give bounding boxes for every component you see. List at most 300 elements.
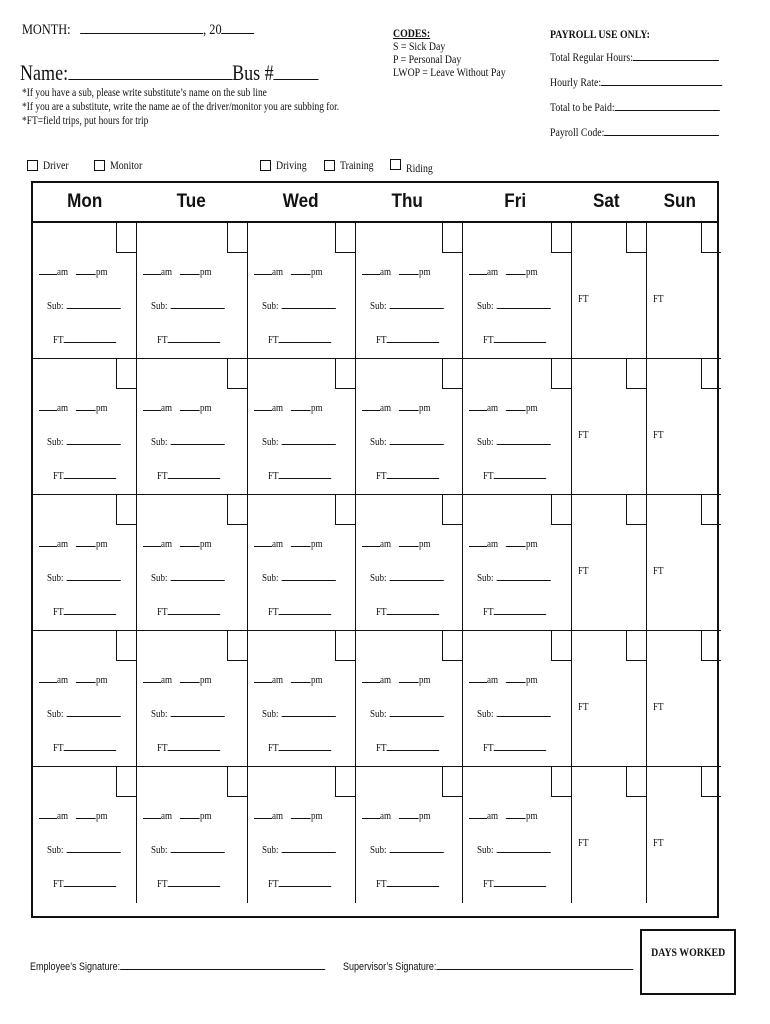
day-checkbox[interactable] bbox=[227, 767, 247, 797]
ft-field[interactable] bbox=[168, 741, 220, 751]
checkbox-monitor[interactable] bbox=[94, 158, 149, 173]
sub-field[interactable] bbox=[67, 843, 121, 853]
pm-field[interactable] bbox=[506, 265, 526, 275]
pm-label: pm bbox=[95, 538, 108, 550]
am-label: am bbox=[272, 674, 284, 686]
day-checkbox[interactable] bbox=[551, 767, 571, 797]
pm-label: pm bbox=[310, 266, 323, 278]
sub-field[interactable] bbox=[282, 843, 336, 853]
ft-line bbox=[268, 741, 331, 754]
day-checkbox[interactable] bbox=[116, 495, 136, 525]
am-label: am bbox=[487, 266, 499, 278]
pm-field[interactable] bbox=[180, 401, 200, 411]
day-checkbox[interactable] bbox=[227, 631, 247, 661]
day-checkbox[interactable] bbox=[626, 359, 646, 389]
hours-line bbox=[143, 673, 211, 686]
am-label: am bbox=[272, 538, 284, 550]
ft-field[interactable] bbox=[387, 469, 439, 479]
ft-field[interactable] bbox=[494, 605, 546, 615]
hourly-rate-field[interactable] bbox=[601, 74, 722, 86]
ft-line bbox=[157, 605, 220, 618]
day-checkbox[interactable] bbox=[227, 495, 247, 525]
ft-line bbox=[653, 701, 667, 713]
ft-line bbox=[483, 741, 546, 754]
pm-field[interactable] bbox=[76, 401, 96, 411]
am-field[interactable] bbox=[254, 401, 272, 411]
pm-label: pm bbox=[199, 266, 212, 278]
day-checkbox[interactable] bbox=[335, 631, 355, 661]
payroll-title: PAYROLL USE ONLY: bbox=[550, 27, 650, 41]
sub-label: Sub: bbox=[151, 300, 168, 312]
am-field[interactable] bbox=[39, 809, 57, 819]
ft-line bbox=[483, 877, 546, 890]
pm-label: pm bbox=[310, 674, 323, 686]
sub-line bbox=[370, 707, 444, 720]
am-field[interactable] bbox=[254, 809, 272, 819]
sub-field[interactable] bbox=[67, 571, 121, 581]
day-cell bbox=[137, 495, 248, 631]
sub-field[interactable] bbox=[171, 299, 225, 309]
day-checkbox[interactable] bbox=[626, 495, 646, 525]
pm-field[interactable] bbox=[506, 673, 526, 683]
pm-field[interactable] bbox=[291, 537, 311, 547]
pm-field[interactable] bbox=[76, 673, 96, 683]
ft-line bbox=[157, 469, 220, 482]
pm-field[interactable] bbox=[399, 809, 419, 819]
pm-field[interactable] bbox=[180, 809, 200, 819]
ft-field[interactable] bbox=[279, 605, 331, 615]
day-cell bbox=[356, 631, 463, 767]
day-header-sun: Sun bbox=[664, 191, 697, 212]
ft-field[interactable] bbox=[494, 333, 546, 343]
ft-label: FT bbox=[653, 565, 664, 577]
day-checkbox[interactable] bbox=[335, 767, 355, 797]
ft-field[interactable] bbox=[64, 605, 116, 615]
sub-field[interactable] bbox=[67, 707, 121, 717]
am-field[interactable] bbox=[362, 537, 380, 547]
day-checkbox[interactable] bbox=[442, 767, 462, 797]
sub-label: Sub: bbox=[47, 300, 64, 312]
payroll-code: Payroll Code: bbox=[550, 120, 722, 145]
ft-field[interactable] bbox=[168, 605, 220, 615]
day-cell bbox=[33, 359, 137, 495]
sub-field[interactable] bbox=[171, 843, 225, 853]
day-checkbox[interactable] bbox=[227, 359, 247, 389]
day-checkbox[interactable] bbox=[227, 223, 247, 253]
pm-field[interactable] bbox=[506, 537, 526, 547]
pm-field[interactable] bbox=[291, 809, 311, 819]
ft-field[interactable] bbox=[387, 333, 439, 343]
day-checkbox[interactable] bbox=[551, 359, 571, 389]
ft-line bbox=[376, 469, 439, 482]
sub-label: Sub: bbox=[370, 572, 387, 584]
checkbox-riding[interactable] bbox=[390, 153, 439, 176]
ft-label: FT bbox=[483, 878, 494, 890]
am-field[interactable] bbox=[362, 673, 380, 683]
ft-field[interactable] bbox=[494, 469, 546, 479]
ft-label: FT bbox=[268, 470, 279, 482]
sub-line bbox=[47, 299, 121, 312]
day-checkbox[interactable] bbox=[551, 631, 571, 661]
pm-field[interactable] bbox=[399, 537, 419, 547]
employee-signature-field[interactable] bbox=[120, 958, 325, 970]
sub-label: Sub: bbox=[151, 708, 168, 720]
ft-field[interactable] bbox=[279, 469, 331, 479]
checkbox-training-label: Training bbox=[340, 158, 374, 172]
day-cell bbox=[647, 767, 721, 903]
sub-label: Sub: bbox=[262, 300, 279, 312]
am-field[interactable] bbox=[469, 265, 487, 275]
pm-field[interactable] bbox=[76, 809, 96, 819]
ft-line bbox=[53, 333, 116, 346]
day-checkbox[interactable] bbox=[116, 767, 136, 797]
ft-line bbox=[268, 469, 331, 482]
pm-label: pm bbox=[199, 402, 212, 414]
hours-line bbox=[143, 265, 211, 278]
day-cell bbox=[647, 359, 721, 495]
pm-label: pm bbox=[525, 810, 538, 822]
ft-field[interactable] bbox=[494, 877, 546, 887]
supervisor-signature-label: Supervisor’s Signature: bbox=[343, 961, 437, 973]
sub-label: Sub: bbox=[151, 844, 168, 856]
pm-field[interactable] bbox=[291, 673, 311, 683]
day-cell bbox=[356, 223, 463, 359]
hours-line bbox=[469, 265, 537, 278]
am-label: am bbox=[161, 538, 173, 550]
am-field[interactable] bbox=[39, 265, 57, 275]
checkbox-riding-label: Riding bbox=[406, 161, 433, 175]
sub-label: Sub: bbox=[477, 572, 494, 584]
ft-field[interactable] bbox=[494, 741, 546, 751]
day-checkbox[interactable] bbox=[701, 223, 721, 253]
sub-field[interactable] bbox=[171, 571, 225, 581]
instructions bbox=[22, 86, 409, 128]
pm-label: pm bbox=[525, 538, 538, 550]
am-field[interactable] bbox=[469, 809, 487, 819]
codes-legend bbox=[393, 27, 530, 79]
ft-field[interactable] bbox=[168, 877, 220, 887]
sub-field[interactable] bbox=[390, 843, 444, 853]
sub-field[interactable] bbox=[282, 707, 336, 717]
ft-field[interactable] bbox=[64, 741, 116, 751]
supervisor-signature-field[interactable] bbox=[436, 958, 633, 970]
ft-line bbox=[376, 877, 439, 890]
day-cell bbox=[137, 631, 248, 767]
sub-field[interactable] bbox=[390, 299, 444, 309]
day-checkbox[interactable] bbox=[335, 495, 355, 525]
am-field[interactable] bbox=[469, 537, 487, 547]
sub-label: Sub: bbox=[47, 436, 64, 448]
am-field[interactable] bbox=[39, 401, 57, 411]
hours-line bbox=[362, 265, 430, 278]
day-checkbox[interactable] bbox=[551, 495, 571, 525]
sub-field[interactable] bbox=[497, 571, 551, 581]
sub-line bbox=[262, 299, 336, 312]
am-field[interactable] bbox=[143, 809, 161, 819]
ft-label: FT bbox=[157, 742, 168, 754]
sub-field[interactable] bbox=[390, 435, 444, 445]
sub-line bbox=[47, 843, 121, 856]
am-field[interactable] bbox=[254, 673, 272, 683]
day-header-wed: Wed bbox=[282, 191, 319, 212]
checkbox-driver[interactable] bbox=[27, 158, 74, 173]
sub-line bbox=[370, 843, 444, 856]
days-worked-label: DAYS WORKED bbox=[650, 945, 726, 959]
pm-label: pm bbox=[310, 402, 323, 414]
sub-field[interactable] bbox=[497, 299, 551, 309]
pm-field[interactable] bbox=[291, 401, 311, 411]
ft-label: FT bbox=[376, 878, 387, 890]
am-label: am bbox=[272, 810, 284, 822]
day-header-sat: Sat bbox=[592, 191, 620, 212]
month-field[interactable] bbox=[80, 22, 203, 34]
ft-label: FT bbox=[53, 470, 64, 482]
ft-field[interactable] bbox=[279, 741, 331, 751]
day-checkbox[interactable] bbox=[442, 631, 462, 661]
am-label: am bbox=[57, 538, 69, 550]
pm-field[interactable] bbox=[506, 401, 526, 411]
ft-field[interactable] bbox=[387, 741, 439, 751]
checkbox-riding-box[interactable] bbox=[390, 159, 401, 170]
sub-label: Sub: bbox=[151, 436, 168, 448]
sub-field[interactable] bbox=[67, 299, 121, 309]
pm-field[interactable] bbox=[399, 265, 419, 275]
day-checkbox[interactable] bbox=[626, 631, 646, 661]
sub-line bbox=[151, 435, 225, 448]
payroll-code-field[interactable] bbox=[604, 124, 719, 136]
sub-field[interactable] bbox=[282, 299, 336, 309]
pm-label: pm bbox=[525, 674, 538, 686]
total-hours-field[interactable] bbox=[633, 49, 719, 61]
day-cell bbox=[463, 359, 572, 495]
day-checkbox[interactable] bbox=[551, 223, 571, 253]
day-checkbox[interactable] bbox=[442, 359, 462, 389]
day-cell bbox=[572, 359, 647, 495]
pm-field[interactable] bbox=[180, 265, 200, 275]
code-lwop: LWOP = Leave Without Pay bbox=[393, 65, 506, 79]
sub-field[interactable] bbox=[282, 571, 336, 581]
sub-line bbox=[47, 435, 121, 448]
day-checkbox[interactable] bbox=[442, 495, 462, 525]
pm-field[interactable] bbox=[180, 537, 200, 547]
am-field[interactable] bbox=[143, 673, 161, 683]
hours-line bbox=[39, 401, 107, 414]
am-label: am bbox=[380, 674, 392, 686]
hours-line bbox=[39, 673, 107, 686]
ft-label: FT bbox=[268, 606, 279, 618]
am-field[interactable] bbox=[362, 265, 380, 275]
am-field[interactable] bbox=[254, 537, 272, 547]
sub-field[interactable] bbox=[282, 435, 336, 445]
sub-field[interactable] bbox=[67, 435, 121, 445]
day-cell bbox=[248, 223, 356, 359]
ft-line bbox=[653, 429, 667, 441]
ft-line bbox=[578, 565, 592, 577]
sub-field[interactable] bbox=[390, 707, 444, 717]
ft-line bbox=[483, 605, 546, 618]
day-checkbox[interactable] bbox=[116, 223, 136, 253]
day-checkbox[interactable] bbox=[442, 223, 462, 253]
sub-label: Sub: bbox=[262, 572, 279, 584]
day-cell bbox=[572, 767, 647, 903]
payroll-total-paid: Total to be Paid: bbox=[550, 95, 722, 120]
am-label: am bbox=[272, 402, 284, 414]
ft-line bbox=[157, 333, 220, 346]
ft-field[interactable] bbox=[64, 333, 116, 343]
ft-field[interactable] bbox=[64, 877, 116, 887]
name-field[interactable] bbox=[68, 68, 232, 80]
ft-line bbox=[483, 469, 546, 482]
day-cell bbox=[647, 631, 721, 767]
checkbox-driving[interactable] bbox=[260, 158, 313, 173]
am-field[interactable] bbox=[143, 401, 161, 411]
am-label: am bbox=[161, 674, 173, 686]
am-label: am bbox=[161, 810, 173, 822]
ft-field[interactable] bbox=[387, 605, 439, 615]
sub-field[interactable] bbox=[497, 843, 551, 853]
ft-field[interactable] bbox=[168, 333, 220, 343]
pm-field[interactable] bbox=[291, 265, 311, 275]
sub-line bbox=[370, 571, 444, 584]
sub-line bbox=[370, 435, 444, 448]
sub-label: Sub: bbox=[47, 844, 64, 856]
ft-label: FT bbox=[578, 429, 589, 441]
checkbox-driver-box[interactable] bbox=[27, 160, 38, 171]
sub-line bbox=[151, 299, 225, 312]
hours-line bbox=[143, 809, 211, 822]
ft-label: FT bbox=[376, 334, 387, 346]
checkbox-monitor-box[interactable] bbox=[94, 160, 105, 171]
sub-label: Sub: bbox=[151, 572, 168, 584]
sub-line bbox=[477, 707, 551, 720]
day-checkbox[interactable] bbox=[701, 359, 721, 389]
sub-line bbox=[47, 707, 121, 720]
am-field[interactable] bbox=[469, 673, 487, 683]
day-cell bbox=[356, 767, 463, 903]
day-checkbox[interactable] bbox=[335, 359, 355, 389]
ft-field[interactable] bbox=[168, 469, 220, 479]
pm-field[interactable] bbox=[76, 265, 96, 275]
day-cell bbox=[137, 767, 248, 903]
ft-field[interactable] bbox=[64, 469, 116, 479]
pm-label: pm bbox=[95, 402, 108, 414]
am-field[interactable] bbox=[39, 673, 57, 683]
ft-label: FT bbox=[157, 470, 168, 482]
checkbox-driving-label: Driving bbox=[276, 158, 307, 172]
ft-label: FT bbox=[376, 606, 387, 618]
am-label: am bbox=[380, 266, 392, 278]
ft-line bbox=[376, 605, 439, 618]
am-label: am bbox=[487, 810, 499, 822]
employee-signature-label: Employee’s Signature: bbox=[30, 961, 121, 973]
day-checkbox[interactable] bbox=[701, 495, 721, 525]
sub-line bbox=[262, 707, 336, 720]
ft-field[interactable] bbox=[279, 333, 331, 343]
checkbox-driving-box[interactable] bbox=[260, 160, 271, 171]
sub-field[interactable] bbox=[497, 707, 551, 717]
day-header-row bbox=[33, 183, 717, 223]
ft-field[interactable] bbox=[279, 877, 331, 887]
ft-label: FT bbox=[268, 334, 279, 346]
am-field[interactable] bbox=[143, 265, 161, 275]
am-field[interactable] bbox=[362, 401, 380, 411]
sub-field[interactable] bbox=[390, 571, 444, 581]
pm-label: pm bbox=[199, 538, 212, 550]
pm-field[interactable] bbox=[506, 809, 526, 819]
ft-line bbox=[376, 333, 439, 346]
sub-line bbox=[262, 843, 336, 856]
day-checkbox[interactable] bbox=[335, 223, 355, 253]
sub-field[interactable] bbox=[171, 707, 225, 717]
sub-line bbox=[151, 707, 225, 720]
day-checkbox[interactable] bbox=[701, 631, 721, 661]
hours-line bbox=[254, 673, 322, 686]
days-worked-box[interactable] bbox=[640, 929, 736, 995]
bus-field[interactable] bbox=[274, 68, 319, 80]
day-cell bbox=[572, 223, 647, 359]
day-header-thu: Thu bbox=[391, 191, 423, 212]
am-label: am bbox=[380, 538, 392, 550]
ft-label: FT bbox=[483, 606, 494, 618]
hours-line bbox=[254, 537, 322, 550]
day-cell bbox=[356, 359, 463, 495]
day-cell bbox=[248, 359, 356, 495]
ft-label: FT bbox=[578, 837, 589, 849]
ft-line bbox=[53, 605, 116, 618]
timesheet-grid bbox=[31, 181, 719, 918]
pm-field[interactable] bbox=[76, 537, 96, 547]
ft-line bbox=[653, 293, 667, 305]
pm-label: pm bbox=[525, 266, 538, 278]
am-field[interactable] bbox=[39, 537, 57, 547]
pm-label: pm bbox=[418, 402, 431, 414]
am-field[interactable] bbox=[469, 401, 487, 411]
ft-line bbox=[268, 333, 331, 346]
pm-field[interactable] bbox=[399, 673, 419, 683]
total-paid-field[interactable] bbox=[615, 99, 720, 111]
ft-field[interactable] bbox=[387, 877, 439, 887]
pm-label: pm bbox=[310, 810, 323, 822]
hours-line bbox=[362, 809, 430, 822]
checkbox-training[interactable] bbox=[324, 158, 381, 173]
sub-field[interactable] bbox=[497, 435, 551, 445]
month-label: MONTH: bbox=[22, 22, 71, 38]
am-field[interactable] bbox=[254, 265, 272, 275]
checkbox-training-box[interactable] bbox=[324, 160, 335, 171]
pm-field[interactable] bbox=[399, 401, 419, 411]
am-field[interactable] bbox=[362, 809, 380, 819]
note-3: *FT=field trips, put hours for trip bbox=[22, 115, 149, 127]
day-checkbox[interactable] bbox=[701, 767, 721, 797]
year-field[interactable] bbox=[222, 22, 255, 34]
sub-line bbox=[47, 571, 121, 584]
sub-field[interactable] bbox=[171, 435, 225, 445]
pm-field[interactable] bbox=[180, 673, 200, 683]
checkbox-monitor-label: Monitor bbox=[110, 158, 143, 172]
day-checkbox[interactable] bbox=[626, 767, 646, 797]
sub-label: Sub: bbox=[477, 300, 494, 312]
day-header-fri: Fri bbox=[503, 191, 526, 212]
ft-label: FT bbox=[578, 293, 589, 305]
am-label: am bbox=[161, 266, 173, 278]
checkbox-driver-label: Driver bbox=[43, 158, 69, 172]
am-field[interactable] bbox=[143, 537, 161, 547]
day-checkbox[interactable] bbox=[626, 223, 646, 253]
payroll-section bbox=[550, 27, 760, 145]
day-cell bbox=[647, 223, 721, 359]
day-checkbox[interactable] bbox=[116, 631, 136, 661]
day-checkbox[interactable] bbox=[116, 359, 136, 389]
